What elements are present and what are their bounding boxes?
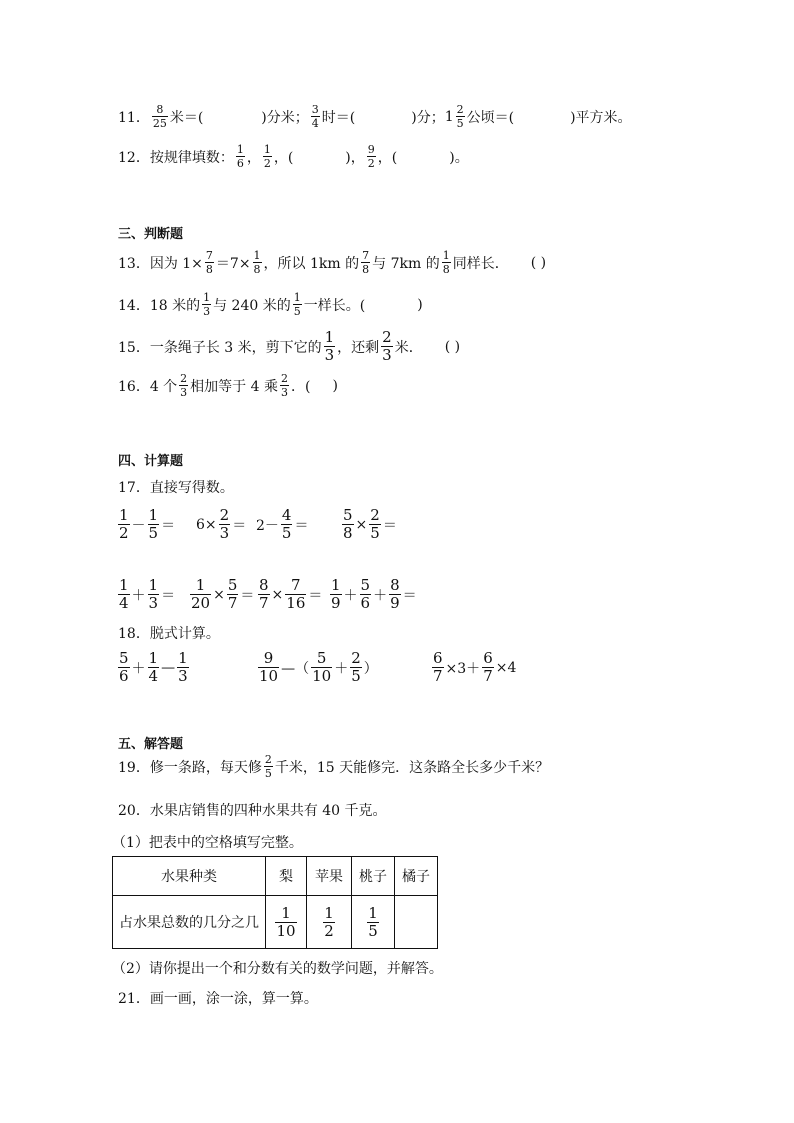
numerator: 6 xyxy=(433,649,443,667)
fraction xyxy=(118,578,130,611)
text-segment: ＝ xyxy=(240,587,255,604)
calc-expression xyxy=(256,508,308,541)
numerator: 2 xyxy=(382,328,392,346)
fraction xyxy=(118,508,130,541)
question-13 xyxy=(118,250,546,275)
denominator: 8 xyxy=(442,263,450,276)
numerator: 9 xyxy=(263,649,274,667)
text-segment: ＝ xyxy=(232,517,247,534)
text-segment: 13．因为 1× xyxy=(118,255,203,272)
fraction xyxy=(177,651,189,684)
denominator: 5 xyxy=(281,524,292,542)
answer-paren[interactable]: ( ) xyxy=(444,338,461,355)
fraction xyxy=(148,578,160,611)
denominator: 3 xyxy=(180,386,188,399)
question-18: 18．脱式计算。 xyxy=(118,626,220,642)
numerator: 8 xyxy=(156,103,164,116)
denominator: 2 xyxy=(367,157,375,170)
section-heading-answer: 五、解答题 xyxy=(118,737,184,752)
text-segment: 相加等于 4 乘 xyxy=(190,378,278,395)
text-segment: 14．18 米的 xyxy=(118,297,201,314)
section-heading-calculation: 四、计算题 xyxy=(118,454,184,469)
text-segment: ＝ xyxy=(402,587,417,604)
fraction xyxy=(258,651,279,684)
fraction xyxy=(360,578,372,611)
text-segment: 6× xyxy=(196,516,217,533)
question-21: 21．画一画，涂一涂，算一算。 xyxy=(118,991,318,1007)
q11-number: 11． xyxy=(118,109,150,126)
text-segment: ) xyxy=(417,296,423,313)
fraction xyxy=(118,651,130,684)
numerator: 2 xyxy=(219,506,230,524)
denominator: 9 xyxy=(390,594,400,612)
table-header: 梨 xyxy=(266,857,307,896)
question-19 xyxy=(118,754,549,779)
text-segment: ×3＋ xyxy=(445,660,481,677)
calc-expression xyxy=(188,578,254,611)
fraction xyxy=(264,754,273,779)
fraction xyxy=(361,250,370,275)
table-header: 桃子 xyxy=(352,857,395,896)
text-segment: 与 240 米的 xyxy=(213,297,291,314)
denominator: 20 xyxy=(191,594,211,612)
answer-paren[interactable]: ( ) xyxy=(530,254,547,271)
denominator: 10 xyxy=(276,921,296,940)
calc-expression xyxy=(328,578,417,611)
denominator: 9 xyxy=(331,594,341,612)
denominator: 7 xyxy=(259,594,269,612)
denominator: 4 xyxy=(148,667,159,685)
numerator: 3 xyxy=(311,103,319,116)
fraction xyxy=(258,578,270,611)
question-11: 11． $\frac{8}{25}$ 米＝( )分米； $\frac{3}{4}$ 时＝( )分； 1 $\frac{2}{5}$ 公顷＝( )平方米。 xyxy=(118,103,632,130)
numerator: 1 xyxy=(148,506,159,524)
fraction xyxy=(205,250,214,275)
denominator: 25 xyxy=(152,117,167,130)
numerator: 1 xyxy=(119,506,129,524)
numerator: 1 xyxy=(178,649,188,667)
text-segment: ＋ xyxy=(334,660,349,677)
denominator: 6 xyxy=(119,667,129,685)
numerator: 2 xyxy=(351,649,361,667)
question-16 xyxy=(118,373,338,398)
table-header: 水果种类 xyxy=(113,857,266,896)
numerator: 6 xyxy=(483,649,493,667)
text-segment: ，所以 1km 的 xyxy=(263,255,360,272)
numerator: 8 xyxy=(390,576,400,594)
text-segment: ＝ xyxy=(308,587,323,604)
table-cell xyxy=(352,896,395,949)
text-segment: ，还剩 xyxy=(337,339,380,356)
numerator: 5 xyxy=(119,649,129,667)
denominator: 16 xyxy=(286,594,306,612)
denominator: 5 xyxy=(293,305,301,318)
denominator: 5 xyxy=(456,117,464,130)
fruit-table xyxy=(112,856,438,949)
numerator: 5 xyxy=(343,506,353,524)
question-20: 20．水果店销售的四种水果共有 40 千克。 xyxy=(118,803,387,819)
numerator: 1 xyxy=(236,143,244,156)
text-segment: 同样长． xyxy=(452,255,509,272)
section-heading-judgement: 三、判断题 xyxy=(118,227,184,242)
denominator: 4 xyxy=(311,117,319,130)
numerator: 7 xyxy=(291,576,301,594)
fraction xyxy=(253,250,262,275)
fraction xyxy=(323,903,335,940)
numerator: 2 xyxy=(264,753,272,766)
fraction xyxy=(202,292,211,317)
fraction xyxy=(311,104,320,129)
denominator: 3 xyxy=(324,346,335,364)
fraction xyxy=(456,104,465,129)
text-segment: ×4 xyxy=(495,659,517,676)
fraction xyxy=(275,903,296,940)
fraction xyxy=(369,508,381,541)
denominator: 6 xyxy=(236,157,244,170)
calc-expression xyxy=(116,578,175,611)
fraction xyxy=(389,578,401,611)
numerator: 1 xyxy=(119,576,129,594)
text-segment: 与 7km 的 xyxy=(372,255,440,272)
calc-expression xyxy=(340,508,397,541)
text-segment: ) xyxy=(332,377,338,394)
denominator: 10 xyxy=(312,667,332,685)
text-segment: ＋ xyxy=(131,660,146,677)
numerator: 1 xyxy=(331,576,341,594)
denominator: 8 xyxy=(253,263,261,276)
denominator: 3 xyxy=(219,524,230,542)
fraction xyxy=(367,144,376,169)
numerator: 5 xyxy=(227,576,238,594)
fraction xyxy=(281,508,293,541)
fraction xyxy=(293,292,302,317)
text-segment: × xyxy=(271,586,284,603)
question-12: 12． 按规律填数： $\frac{1}{6}$ ， $\frac{1}{2}$ ，( )， $\frac{9}{2}$ ，( )。 xyxy=(118,143,469,170)
fraction xyxy=(442,250,451,275)
numerator: 7 xyxy=(205,249,213,262)
text-segment: 16．4 个 xyxy=(118,378,178,395)
denominator: 2 xyxy=(324,921,334,940)
numerator: 1 xyxy=(148,649,159,667)
fraction xyxy=(236,144,245,169)
text-segment: ＝ xyxy=(161,517,176,534)
fraction xyxy=(280,373,289,398)
text-segment: 2－ xyxy=(256,517,279,534)
denominator: 3 xyxy=(178,667,188,685)
text-segment: ＝ xyxy=(382,517,397,534)
fraction xyxy=(227,578,239,611)
calc-expression xyxy=(196,508,246,541)
fraction xyxy=(152,104,168,129)
numerator: 9 xyxy=(367,143,375,156)
numerator: 2 xyxy=(370,506,380,524)
fraction xyxy=(219,508,231,541)
denominator: 3 xyxy=(280,386,288,399)
fraction xyxy=(342,508,354,541)
text-segment: ．( xyxy=(290,378,311,395)
calc-expression xyxy=(116,508,175,541)
table-row-label: 占水果总数的几分之几 xyxy=(113,896,266,949)
numerator: 1 xyxy=(324,903,334,922)
denominator: 5 xyxy=(148,524,159,542)
denominator: 3 xyxy=(203,305,211,318)
question-14 xyxy=(118,292,423,317)
numerator: 2 xyxy=(280,372,288,385)
numerator: 1 xyxy=(263,143,271,156)
text-segment: 米． xyxy=(394,339,423,356)
question-17: 17．直接写得数。 xyxy=(118,480,234,496)
denominator: 3 xyxy=(148,594,159,612)
denominator: 2 xyxy=(119,524,129,542)
text-segment: ＋ xyxy=(131,587,146,604)
numerator: 1 xyxy=(281,903,291,922)
fraction xyxy=(285,578,306,611)
numerator: 1 xyxy=(253,249,261,262)
table-cell-blank[interactable] xyxy=(395,896,438,949)
calc-expression xyxy=(256,651,378,684)
fraction xyxy=(482,651,494,684)
calc-expression xyxy=(430,651,516,684)
numerator: 5 xyxy=(316,649,327,667)
fraction xyxy=(190,578,211,611)
text-segment: － xyxy=(131,517,146,534)
question-20-part-1: （1）把表中的空格填写完整。 xyxy=(112,835,303,851)
denominator: 2 xyxy=(263,157,271,170)
numerator: 2 xyxy=(180,372,188,385)
numerator: 1 xyxy=(203,291,211,304)
text-segment: — xyxy=(161,659,176,676)
text-segment: ＋ xyxy=(373,587,388,604)
numerator: 1 xyxy=(324,328,335,346)
denominator: 5 xyxy=(351,667,361,685)
table-header: 橘子 xyxy=(395,857,438,896)
fraction xyxy=(148,508,160,541)
text-segment: —（ xyxy=(281,660,310,677)
table-cell xyxy=(307,896,352,949)
table-cell xyxy=(266,896,307,949)
denominator: 8 xyxy=(205,263,213,276)
fraction xyxy=(330,578,342,611)
question-20-part-2: （2）请你提出一个和分数有关的数学问题，并解答。 xyxy=(112,961,443,977)
text-segment: 15．一条绳子长 3 米，剪下它的 xyxy=(118,339,322,356)
numerator: 1 xyxy=(293,291,301,304)
denominator: 5 xyxy=(264,767,272,780)
text-segment: ＋ xyxy=(343,587,358,604)
denominator: 8 xyxy=(343,524,353,542)
numerator: 8 xyxy=(259,576,269,594)
fraction xyxy=(263,144,272,169)
calc-expression xyxy=(256,578,322,611)
text-segment: 一样长。( xyxy=(303,297,366,314)
text-segment: 19．修一条路，每天修 xyxy=(118,759,262,776)
denominator: 7 xyxy=(433,667,443,685)
text-segment: × xyxy=(213,586,225,603)
calc-expression xyxy=(116,651,191,684)
text-segment: × xyxy=(355,516,368,533)
fraction xyxy=(324,330,336,363)
fraction xyxy=(148,651,160,684)
denominator: 10 xyxy=(259,667,279,685)
fraction xyxy=(311,651,332,684)
numerator: 1 xyxy=(368,903,378,922)
question-15 xyxy=(118,330,460,363)
text-segment: ＝7× xyxy=(215,255,251,272)
fraction xyxy=(432,651,444,684)
text-segment: 千米，15 天能修完．这条路全长多少千米？ xyxy=(274,759,550,776)
table-header: 苹果 xyxy=(307,857,352,896)
numerator: 5 xyxy=(360,576,371,594)
text-segment: ＝ xyxy=(294,517,309,534)
denominator: 5 xyxy=(370,524,380,542)
numerator: 1 xyxy=(195,576,206,594)
fraction xyxy=(381,330,393,363)
denominator: 8 xyxy=(362,263,370,276)
fraction xyxy=(179,373,188,398)
denominator: 3 xyxy=(382,346,392,364)
denominator: 6 xyxy=(360,594,371,612)
denominator: 7 xyxy=(227,594,238,612)
numerator: 1 xyxy=(148,576,159,594)
text-segment: ） xyxy=(363,660,378,677)
denominator: 5 xyxy=(368,921,378,940)
denominator: 7 xyxy=(483,667,493,685)
fraction xyxy=(367,903,379,940)
numerator: 2 xyxy=(456,103,464,116)
text-segment: ＝ xyxy=(161,587,176,604)
numerator: 1 xyxy=(442,249,450,262)
denominator: 4 xyxy=(119,594,129,612)
numerator: 7 xyxy=(362,249,370,262)
numerator: 4 xyxy=(281,506,292,524)
fraction xyxy=(350,651,362,684)
